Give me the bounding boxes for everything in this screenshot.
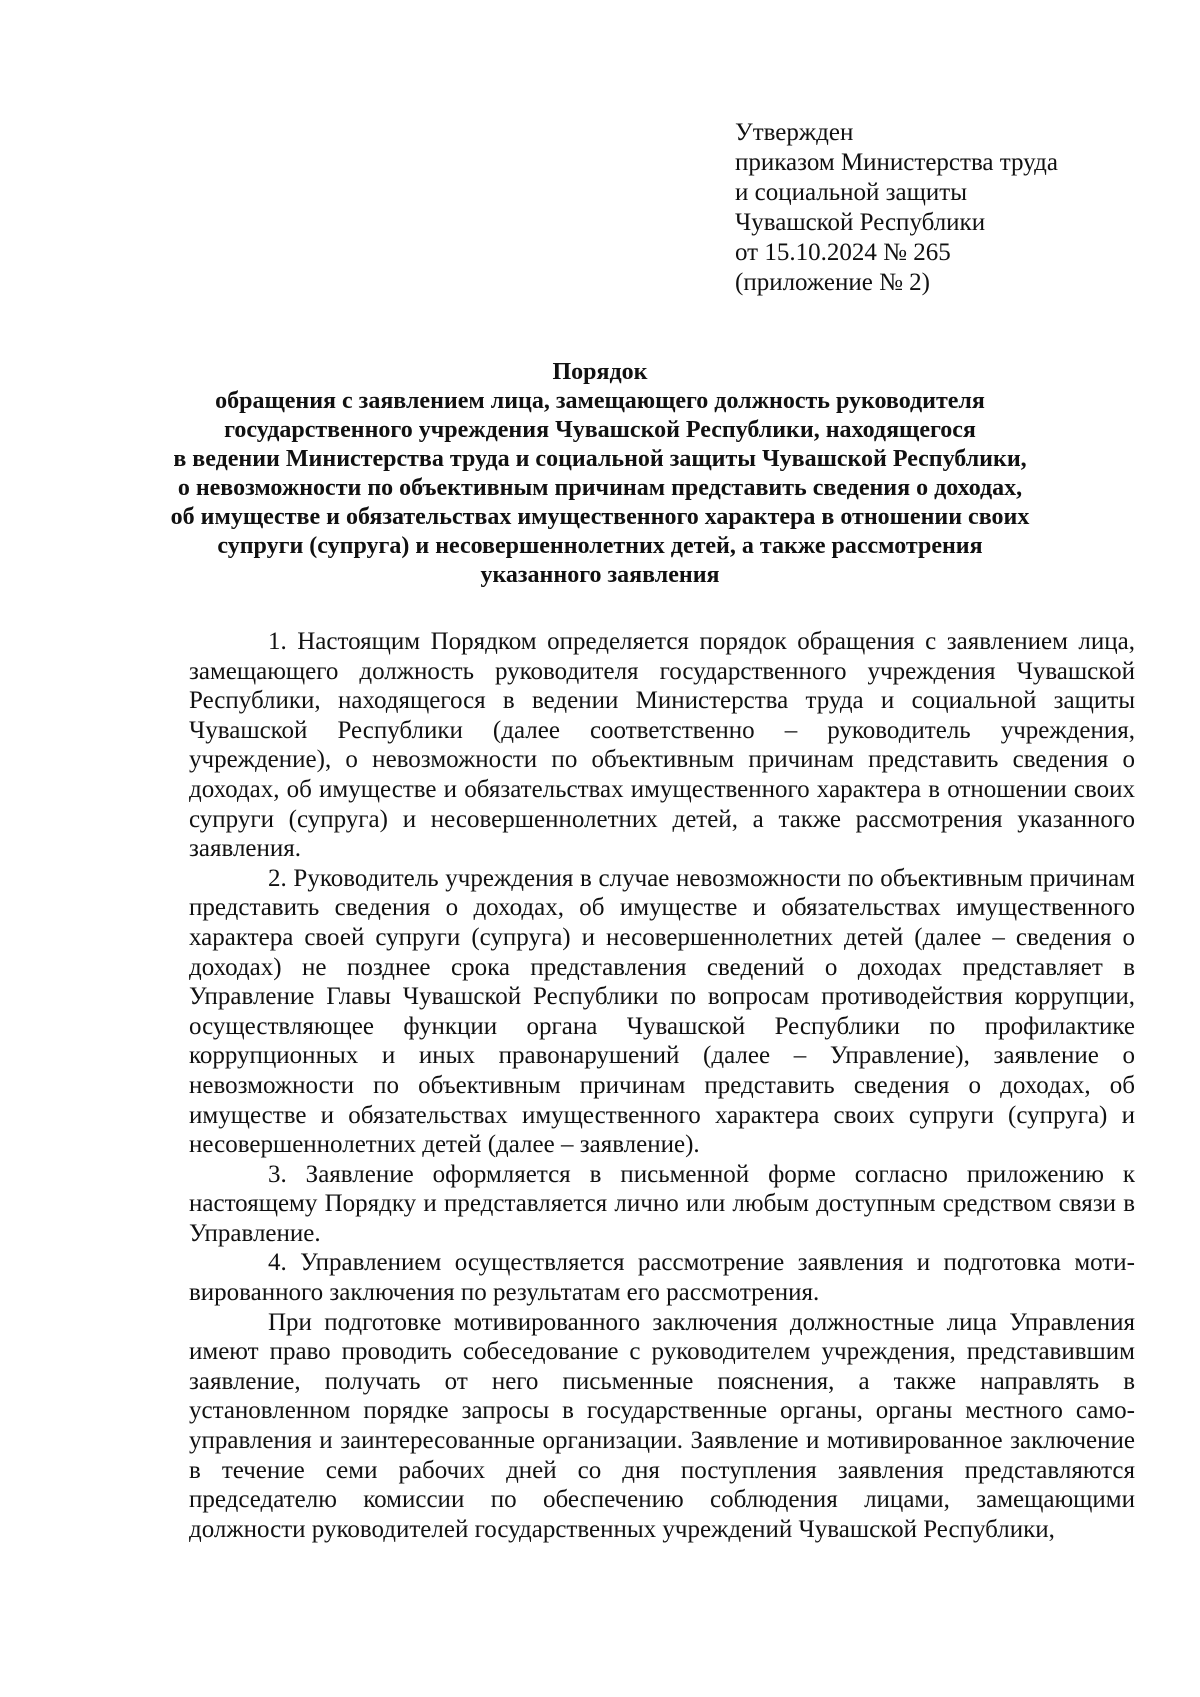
approval-line: Чувашской Республики bbox=[735, 209, 986, 236]
approval-line: Утвержден bbox=[735, 119, 854, 146]
approval-line: и социальной защиты bbox=[735, 179, 968, 206]
title-line: о невозможности по объективным причинам представить сведения о доходах, bbox=[177, 475, 1023, 501]
document-body bbox=[189, 627, 1135, 1544]
paragraph-5: При подготовке мотивированного заключения должностные лица Управления имеют право проводить собеседование с руководителем учреждения, представившим заявление, получать от него письменные пояснения, а также направлять в установленном порядке запросы в государственные органы, органы местного самоуправления и заинтересованные организации. Заявление и мотивированное заключение в течение семи рабочих дней со дня поступления заявления представляются председателю комиссии по обеспечению соблюдения лицами, замещающими должности руководителей государственных учреждений Чувашской Республики, bbox=[189, 1308, 1135, 1543]
approval-line: от 15.10.2024 № 265 bbox=[735, 239, 951, 266]
title-line: указанного заявления bbox=[480, 562, 720, 588]
title-heading: Порядок bbox=[552, 359, 648, 385]
title-line: в ведении Министерства труда и социальной защиты Чувашской Республики, bbox=[173, 446, 1027, 472]
document-title bbox=[160, 358, 1040, 590]
approval-line: (приложение № 2) bbox=[735, 269, 931, 296]
approval-line: приказом Министерства труда bbox=[735, 149, 1058, 176]
title-line: обращения с заявлением лица, замещающего должность руководителя bbox=[215, 388, 985, 414]
approval-stamp bbox=[735, 118, 1058, 298]
paragraph-2: 2. Руководитель учреждения в случае невозможности по объективным причинам представить сведения о доходах, об имуществе и обязательствах имущественного характера своей супруги (супруга) и несовершеннолетних детей (далее – сведения о доходах) не позднее срока представления сведений о доходах представляет в Управление Главы Чувашской Республики по вопросам противодействия коррупции, осуществляющее функции органа Чувашской Республики по профилактике коррупционных и иных правонарушений (далее – Управление), заявление о невозможности по объективным причинам представить сведения о доходах, об имуществе и обязательствах имущественного характера своих супруги (супруга) и несовершеннолетних детей (далее – заявление). bbox=[189, 864, 1135, 1159]
paragraph-1: 1. Настоящим Порядком определяется порядок обращения с заявлением лица, замещающего должность руководителя государственного учреждения Чувашской Республики, находящегося в ведении Министерства труда и социальной защиты Чувашской Республики (далее соответственно – руководитель учреждения, учреждение), о невозможности по объективным причинам представить сведения о доходах, об имуществе и обязательствах имущественного характера в отношении своих супруги (супруга) и несовершеннолетних детей, а также рассмотрения указанного заявления. bbox=[189, 628, 1135, 863]
paragraph-4: 4. Управлением осуществляется рассмотрение заявления и подготовка мотивированного заключения по результатам его рассмотрения. bbox=[189, 1249, 1135, 1307]
paragraph-3: 3. Заявление оформляется в письменной форме согласно приложению к настоящему Порядку и представляется лично или любым доступным средством связи в Управление. bbox=[189, 1160, 1135, 1247]
title-line: супруги (супруга) и несовершеннолетних детей, а также рассмотрения bbox=[217, 533, 983, 559]
title-line: государственного учреждения Чувашской Республики, находящегося bbox=[224, 417, 976, 443]
title-line: об имуществе и обязательствах имущественного характера в отношении своих bbox=[170, 504, 1030, 530]
